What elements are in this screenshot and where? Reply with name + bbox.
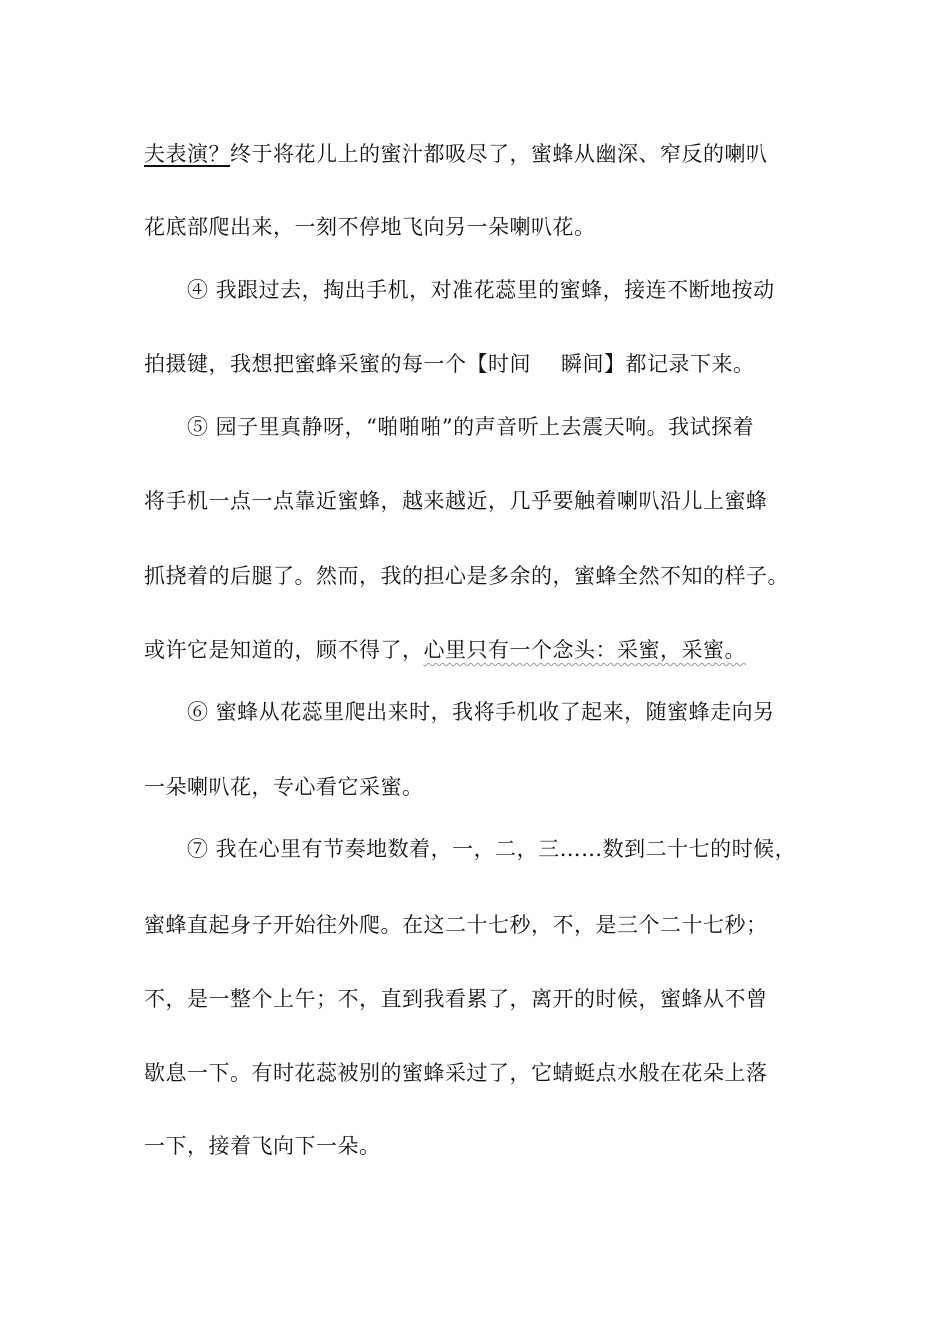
paragraph-5-line-2: 将手机一点一点靠近蜜蜂，越来越近，几乎要触着喇叭沿儿上蜜蜂	[144, 489, 768, 513]
paragraph-5-line-4	[144, 636, 746, 664]
paragraph-6-line-1: ⑥ 蜜蜂从花蕊里爬出来时，我将手机收了起来，随蜜蜂走向另	[187, 700, 775, 724]
text-run: 拍摄键，我想把蜜蜂采蜜的每一个【时间	[144, 352, 531, 376]
paragraph-7-line-4: 歇息一下。有时花蕊被别的蜜蜂采过了，它蜻蜓点水般在花朵上落	[144, 1061, 768, 1085]
underlined-phrase: 夫表演？	[144, 142, 230, 166]
paragraph-7-line-5: 一下，接着飞向下一朵。	[144, 1134, 381, 1158]
paragraph-7-line-1: ⑦ 我在心里有节奏地数着，一，二，三……数到二十七的时候，	[187, 837, 797, 861]
text-line-p3-1	[144, 140, 768, 168]
text-run: 瞬间】都记录下来。	[561, 352, 755, 376]
paragraph-5-line-1: ⑤ 园子里真静呀，“啪啪啪”的声音听上去震天响。我试探着	[187, 415, 755, 439]
paragraph-7-line-3: 不，是一整个上午；不，直到我看累了，离开的时候，蜜蜂从不曾	[144, 987, 768, 1011]
text-run: 或许它是知道的，顾不得了，	[144, 638, 424, 662]
paragraph-5-line-3: 抓挠着的后腿了。然而，我的担心是多余的，蜜蜂全然不知的样子。	[144, 564, 789, 588]
wavy-underlined-phrase: 心里只有一个念头：采蜜，采蜜。	[423, 638, 746, 662]
paragraph-6-line-2: 一朵喇叭花，专心看它采蜜。	[144, 775, 424, 799]
paragraph-7-line-2: 蜜蜂直起身子开始往外爬。在这二十七秒，不，是三个二十七秒；	[144, 913, 768, 937]
text-line-p3-2: 花底部爬出来，一刻不停地飞向另一朵喇叭花。	[144, 215, 596, 239]
paragraph-4-line-1: ④ 我跟过去，掏出手机，对准花蕊里的蜜蜂，接连不断地按动	[187, 278, 775, 302]
text-run: 终于将花儿上的蜜汁都吸尽了，蜜蜂从幽深、窄反的喇叭	[230, 142, 768, 166]
paragraph-4-line-2	[144, 350, 755, 378]
